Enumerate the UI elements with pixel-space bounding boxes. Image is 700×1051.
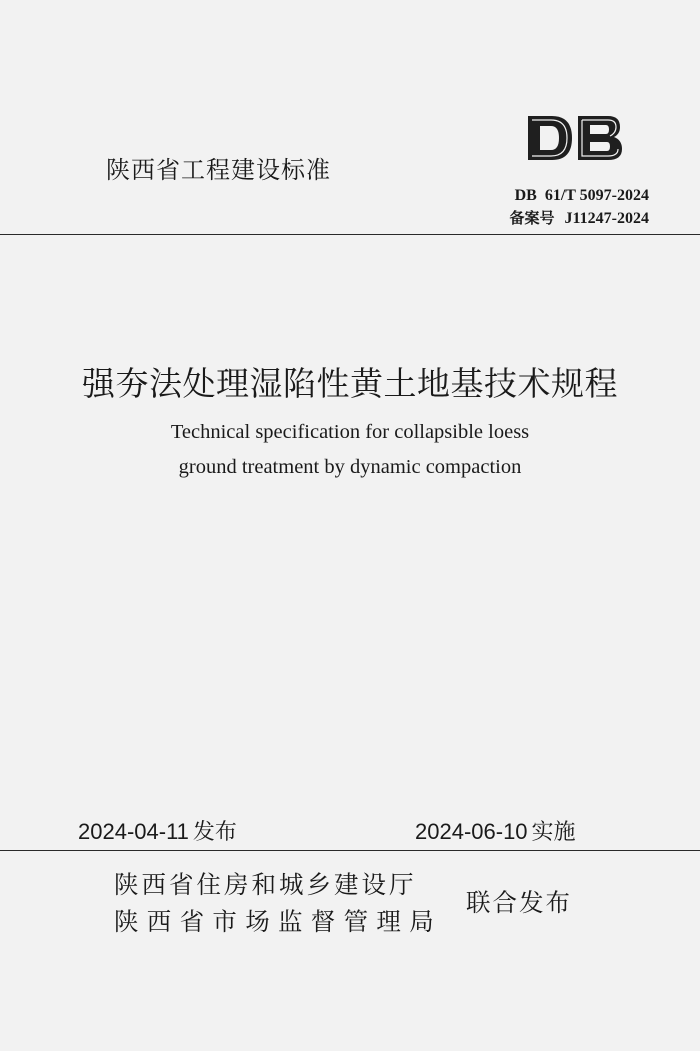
- standard-category: 陕西省工程建设标准: [106, 156, 331, 184]
- publisher-org-1: 陕西省住房和城乡建设厅: [114, 870, 417, 899]
- document-title-en-line1: Technical specification for collapsible loess: [170, 421, 530, 443]
- record-number: J11247-2024: [564, 210, 649, 227]
- standard-number: DB 61/T 5097-2024: [514, 187, 649, 204]
- document-title-en-line2: ground treatment by dynamic compaction: [178, 456, 522, 478]
- issue-date-row: [78, 815, 237, 846]
- publisher-org-2: 陕西省市场监督管理局: [114, 907, 442, 936]
- bottom-divider: [0, 850, 700, 851]
- implement-date: 2024-06-10: [415, 819, 528, 844]
- issue-date: 2024-04-11: [78, 819, 189, 844]
- document-title-zh: 强夯法处理湿陷性黄土地基技术规程: [82, 364, 618, 403]
- implement-date-row: [415, 815, 576, 846]
- joint-publish-label: 联合发布: [466, 888, 572, 917]
- issue-label: 发布: [192, 820, 237, 845]
- record-number-row: [510, 207, 649, 230]
- standard-number-block: [510, 184, 649, 230]
- record-label: 备案号: [509, 209, 555, 227]
- implement-label: 实施: [531, 820, 576, 845]
- db-logo: [524, 112, 626, 168]
- top-divider: [0, 234, 700, 235]
